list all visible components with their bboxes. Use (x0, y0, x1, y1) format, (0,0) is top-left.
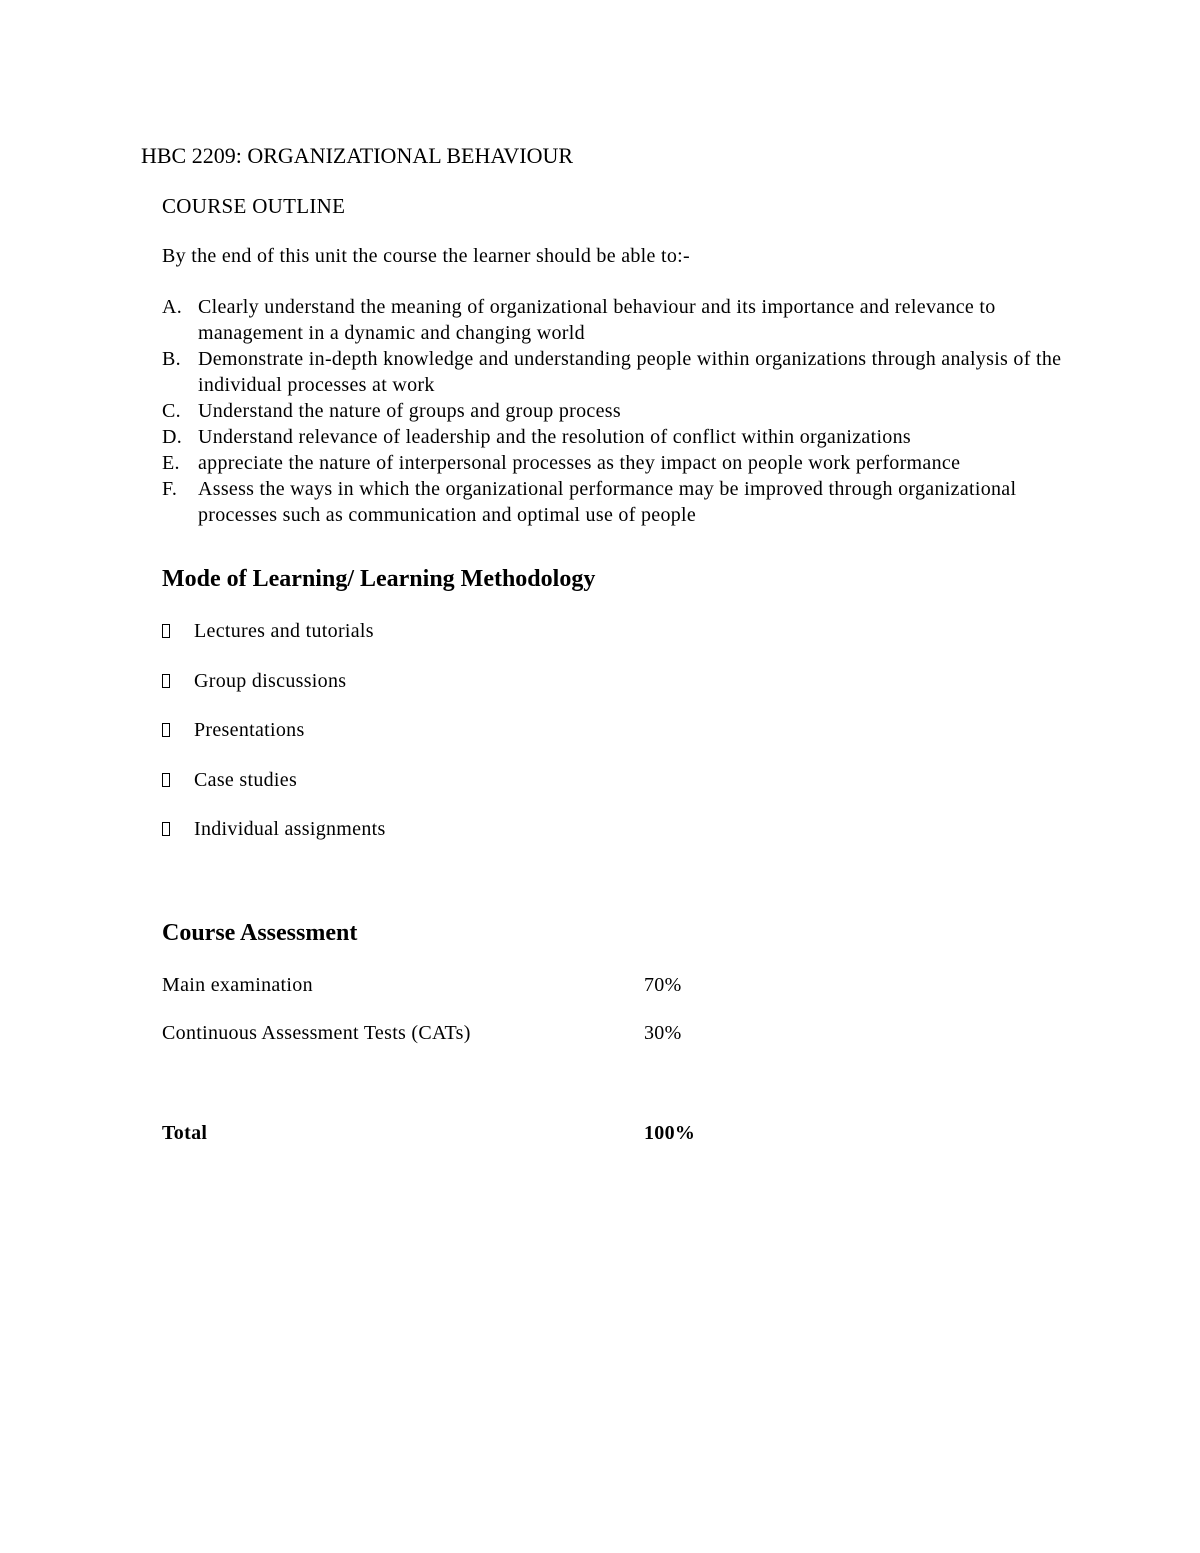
objective-text: Understand relevance of leadership and the resolution of conflict within organizations (198, 426, 911, 448)
total-label: Total (162, 1122, 208, 1144)
course-outline-heading: COURSE OUTLINE (162, 194, 346, 218)
bullet-icon (162, 624, 170, 638)
objective-item (162, 476, 1092, 528)
bullet-icon (162, 723, 170, 737)
method-label: Case studies (194, 768, 298, 791)
objective-letter: F. (162, 478, 178, 500)
total-value: 100% (644, 1122, 696, 1144)
objective-item (162, 398, 1092, 424)
objective-text: Demonstrate in-depth knowledge and understanding people within organizations through analysis of the individual processes at work (198, 348, 1062, 396)
assessment-weight: 30% (644, 1022, 682, 1044)
objective-letter: A. (162, 296, 183, 318)
objective-letter: B. (162, 348, 181, 370)
method-label: Group discussions (194, 669, 347, 692)
objective-text: Assess the ways in which the organizational performance may be improved through organizational processes such as communication and optimal use of people (198, 478, 1017, 526)
course-title: HBC 2209: ORGANIZATIONAL BEHAVIOUR (141, 143, 574, 168)
bullet-icon (162, 822, 170, 836)
objectives-list (162, 294, 1092, 528)
objective-text: appreciate the nature of interpersonal processes as they impact on people work performance (198, 452, 961, 474)
objective-item (162, 424, 1092, 450)
list-item (162, 769, 386, 819)
course-assessment-heading: Course Assessment (162, 920, 358, 946)
bullet-icon (162, 674, 170, 688)
list-item (162, 670, 386, 720)
objective-letter: E. (162, 452, 180, 474)
outline-intro: By the end of this unit the course the learner should be able to:- (162, 245, 690, 267)
objective-item (162, 346, 1092, 398)
objective-item (162, 294, 1092, 346)
method-label: Individual assignments (194, 818, 386, 840)
list-item (162, 719, 386, 769)
objective-letter: C. (162, 400, 181, 422)
objective-text: Clearly understand the meaning of organizational behaviour and its importance and relevance to management in a dynamic and changing world (198, 296, 996, 344)
learning-methods-list (162, 620, 386, 868)
objective-text: Understand the nature of groups and group process (198, 400, 621, 422)
list-item (162, 818, 386, 868)
bullet-icon (162, 773, 170, 787)
learning-methodology-heading: Mode of Learning/ Learning Methodology (162, 566, 596, 592)
objective-letter: D. (162, 426, 183, 448)
assessment-label: Continuous Assessment Tests (CATs) (162, 1022, 471, 1044)
method-label: Lectures and tutorials (194, 620, 374, 642)
list-item (162, 620, 386, 670)
method-label: Presentations (194, 719, 305, 741)
assessment-label: Main examination (162, 974, 313, 996)
assessment-weight: 70% (644, 974, 682, 996)
objective-item (162, 450, 1092, 476)
